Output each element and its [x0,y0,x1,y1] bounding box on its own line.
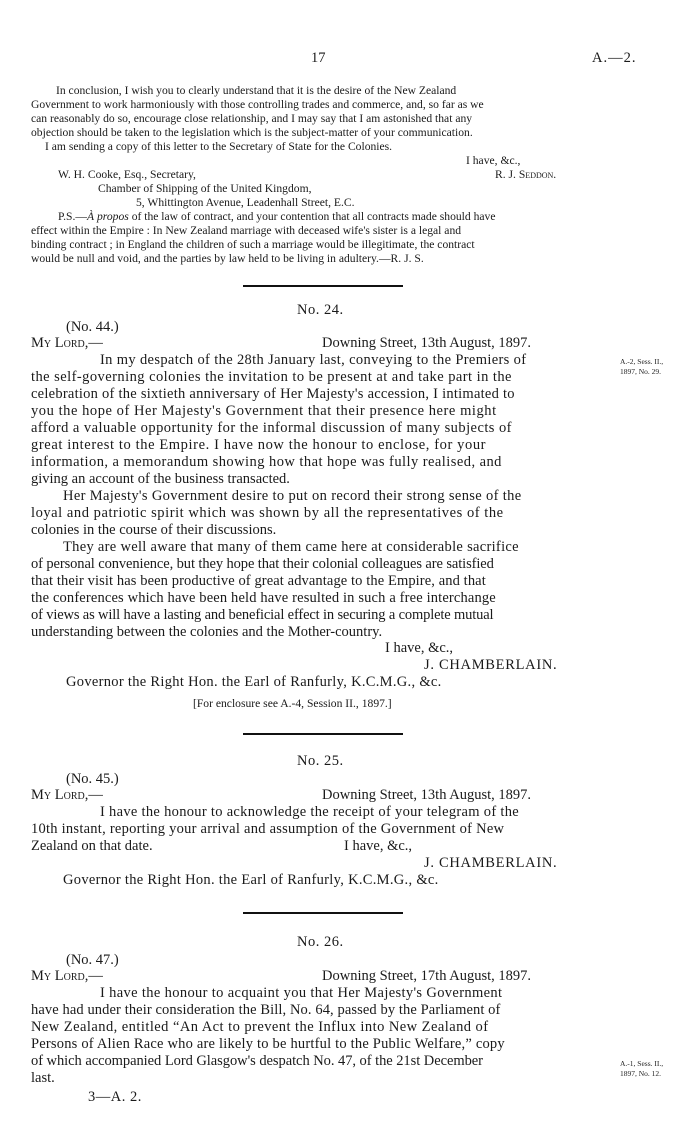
ps-italic: À propos [87,210,129,223]
letter-closing: I have, &c., [466,154,521,167]
no24-para2-line-1: Her Majesty's Government desire to put on record their strong sense of the [63,488,522,504]
no24-para3-line-6: understanding between the colonies and the Mother-country. [31,624,383,640]
no26-margin-note-line-2: 1897, No. 12. [620,1069,662,1078]
postscript-line-4: would be null and void, and the parties by law held to be living in adultery.—R. J. S. [31,252,424,265]
salutation-rest: y Lord,— [43,787,103,803]
postscript-line-3: binding contract ; in England the children of such a marriage would be illegitimate, the contract [31,238,475,251]
salutation-initial: M [31,968,44,984]
letter-addressee-line-1: W. H. Cooke, Esq., Secretary, [58,168,196,181]
no24-para3-line-3: that their visit has been productive of great advantage to the Empire, and that [31,573,486,589]
no24-para2-line-3: colonies in the course of their discussions. [31,522,277,538]
no26-para1-line-6: last. [31,1070,55,1086]
no24-enclosure-note: [For enclosure see A.-4, Session II., 1897.] [193,697,392,710]
section-divider [243,285,403,287]
salutation-initial: M [31,787,44,803]
letter-addressee-line-3: 5, Whittington Avenue, Leadenhall Street, E.C. [136,196,355,209]
no24-para2-line-2: loyal and patriotic spirit which was shown by all the representatives of the [31,505,504,521]
no26-title: No. 26. [297,934,344,950]
signature-mark: 3—A. 2. [88,1089,142,1105]
salutation-initial: M [31,335,44,351]
letter-signature [495,168,556,182]
no26-para1-line-3: New Zealand, entitled “An Act to prevent the Influx into New Zealand of [31,1019,489,1035]
ps-first: of the law of contract, and your contention that all contracts made should have [131,210,496,223]
no26-margin-note-line-1: A.-1, Sess. II., [620,1059,664,1068]
no24-addressee: Governor the Right Hon. the Earl of Ranfurly, K.C.M.G., &c. [66,674,442,690]
document-reference: A.—2. [592,50,637,66]
no24-margin-note-line-1: A.-2, Sess. II., [620,357,664,366]
no24-para1-line-2: the self-governing colonies the invitation to be present at and take part in the [31,369,512,385]
no24-para1-line-6: great interest to the Empire. I have now the honour to enclose, for your [31,437,487,453]
no25-place-date: Downing Street, 13th August, 1897. [322,787,532,803]
letter-para-1-line-3: can reasonably do so, encourage close relationship, and I may say that I am astonished that any [31,112,473,125]
no24-para1-line-7: information, a memorandum showing how that hope was fully realised, and [31,454,502,470]
no25-para1-line-1: I have the honour to acknowledge the receipt of your telegram of the [100,804,519,820]
no26-para1-line-1: I have the honour to acquaint you that Her Majesty's Government [100,985,503,1001]
letter-para-1-line-2: Government to work harmoniously with those controlling trades and commerce, and, so far as we [31,98,484,111]
section-divider [243,733,403,735]
no24-ref: (No. 44.) [66,319,119,335]
letter-para-1-line-4: objection should be taken to the legislation which is the subject-matter of your communication. [31,126,473,139]
no26-ref: (No. 47.) [66,952,119,968]
no24-para3-line-2: of personal convenience, but they hope that their colonial colleagues are satisfied [31,556,494,572]
no26-salutation [31,968,103,986]
postscript-line-1 [58,210,495,224]
letter-para-1-line-1: In conclusion, I wish you to clearly understand that it is the desire of the New Zealand [56,84,457,97]
section-divider [243,912,403,914]
page-number: 17 [311,50,326,66]
no24-salutation [31,335,103,353]
no24-para3-line-1: They are well aware that many of them came here at considerable sacrifice [63,539,519,555]
no26-para1-line-2: have had under their consideration the Bill, No. 64, passed by the Parliament of [31,1002,501,1018]
signer-surname: Seddon. [518,168,557,181]
no25-closing: I have, &c., [344,838,413,854]
postscript-line-2: effect within the Empire : In New Zealand marriage with deceased wife's sister is a legal and [31,224,462,237]
no24-title: No. 24. [297,302,344,318]
no24-para1-line-1: In my despatch of the 28th January last, conveying to the Premiers of [100,352,527,368]
no25-ref: (No. 45.) [66,771,119,787]
no25-signature: J. CHAMBERLAIN. [424,855,558,871]
no24-para1-line-8: giving an account of the business transacted. [31,471,290,487]
no26-place-date: Downing Street, 17th August, 1897. [322,968,532,984]
no26-para1-line-4: Persons of Alien Race who are likely to be hurtful to the Public Welfare,” copy [31,1036,505,1052]
signer-initials: R. J. [495,168,516,181]
no24-place-date: Downing Street, 13th August, 1897. [322,335,532,351]
no25-para1-line-3: Zealand on that date. [31,838,153,854]
no24-para1-line-3: celebration of the sixtieth anniversary of Her Majesty's accession, I intimated to [31,386,515,402]
ps-label: P.S.— [58,210,88,223]
no24-signature: J. CHAMBERLAIN. [424,657,558,673]
no26-para1-line-5: of which accompanied Lord Glasgow's despatch No. 47, of the 21st December [31,1053,483,1069]
no24-margin-note-line-2: 1897, No. 29. [620,367,662,376]
no24-para3-line-4: the conferences which have been held have resulted in such a free interchange [31,590,496,606]
no24-para1-line-5: afford a valuable opportunity for the informal discussion of many subjects of [31,420,512,436]
no25-para1-line-2: 10th instant, reporting your arrival and assumption of the Government of New [31,821,505,837]
salutation-rest: y Lord,— [43,335,103,351]
letter-addressee-line-2: Chamber of Shipping of the United Kingdom, [98,182,312,195]
no25-addressee: Governor the Right Hon. the Earl of Ranfurly, K.C.M.G., &c. [63,872,439,888]
salutation-rest: y Lord,— [43,968,103,984]
no25-salutation [31,787,103,805]
no24-closing: I have, &c., [385,640,454,656]
no24-para3-line-5: of views as will have a lasting and beneficial effect in securing a complete mutual [31,607,494,623]
no24-para1-line-4: you the hope of Her Majesty's Government that their presence here might [31,403,497,419]
letter-para-2: I am sending a copy of this letter to the Secretary of State for the Colonies. [45,140,393,153]
no25-title: No. 25. [297,753,344,769]
